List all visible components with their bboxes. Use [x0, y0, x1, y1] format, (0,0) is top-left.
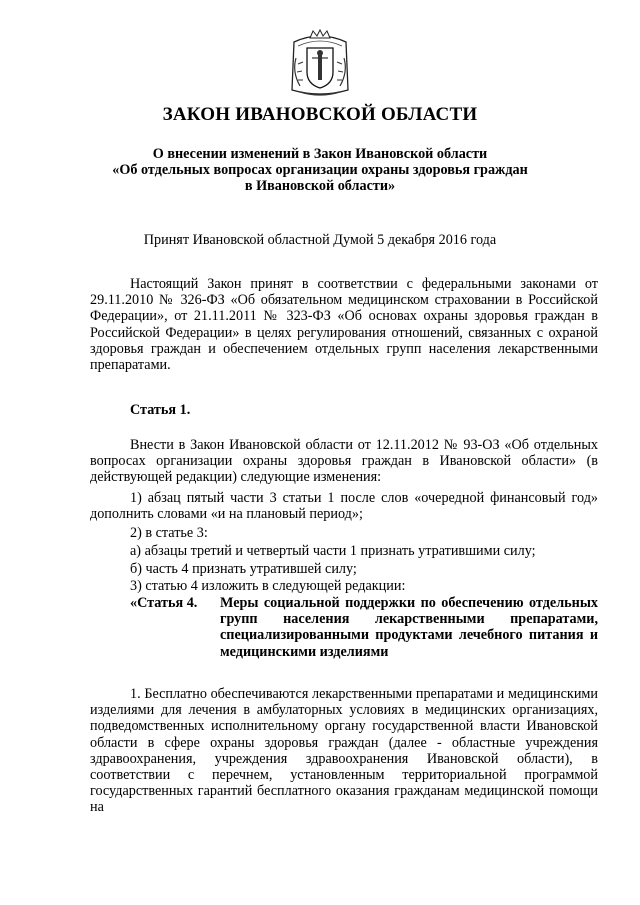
- article-4-label: «Статья 4.: [130, 595, 198, 611]
- change-item-1: 1) абзац пятый части 3 статьи 1 после слов «очередной финансовый год» дополнить словами «и на плановый период»;: [90, 490, 598, 523]
- coat-of-arms-emblem: [288, 28, 352, 100]
- preamble-paragraph: Настоящий Закон принят в соответствии с федеральными законами от 29.11.2010 № 326-ФЗ «Об обязательном медицинском страховании в Российской Федерации», от 21.11.2011 № 323-ФЗ «Об основах охраны здоровья граждан в Российской Федерации» в целях регулирования отношений, связанных с охраной здоровья граждан и обеспечением отдельных групп населения лекарственными препаратами.: [90, 276, 598, 374]
- change-item-2a: а) абзацы третий и четвертый части 1 признать утратившими силу;: [130, 543, 536, 559]
- law-subtitle: [90, 146, 550, 194]
- law-title: ЗАКОН ИВАНОВСКОЙ ОБЛАСТИ: [162, 104, 478, 125]
- change-item-2b: б) часть 4 признать утратившей силу;: [130, 561, 357, 577]
- article-1-intro: Внести в Закон Ивановской области от 12.11.2012 № 93-ОЗ «Об отдельных вопросах организации охраны здоровья граждан в Ивановской области» (в действующей редакции) следующие изменения:: [90, 437, 598, 486]
- subtitle-line: в Ивановской области»: [244, 178, 396, 194]
- article-1-heading: Статья 1.: [130, 402, 191, 418]
- article-4-paragraph-1: 1. Бесплатно обеспечиваются лекарственными препаратами и медицинскими изделиями для лечения в амбулаторных условиях в медицинских организациях, подведомственных исполнительному органу государственной власти Ивановской области в сфере охраны здоровья граждан (далее - областные учреждения здравоохранения, учреждения здравоохранения Ивановской области), в соответствии с перечнем, установленным территориальной программой государственных гарантий бесплатного оказания гражданам медицинской помощи на: [90, 686, 598, 816]
- change-item-3: 3) статью 4 изложить в следующей редакции:: [130, 578, 406, 594]
- subtitle-line: «Об отдельных вопросах организации охраны здоровья граждан: [112, 162, 528, 178]
- adoption-note: Принят Ивановской областной Думой 5 декабря 2016 года: [143, 232, 497, 248]
- change-item-2: 2) в статье 3:: [130, 525, 208, 541]
- subtitle-line: О внесении изменений в Закон Ивановской области: [152, 146, 488, 162]
- article-4-title: Меры социальной поддержки по обеспечению отдельных групп населения лекарственными препаратами, специализированными продуктами лечебного питания и медицинскими изделиями: [220, 595, 598, 660]
